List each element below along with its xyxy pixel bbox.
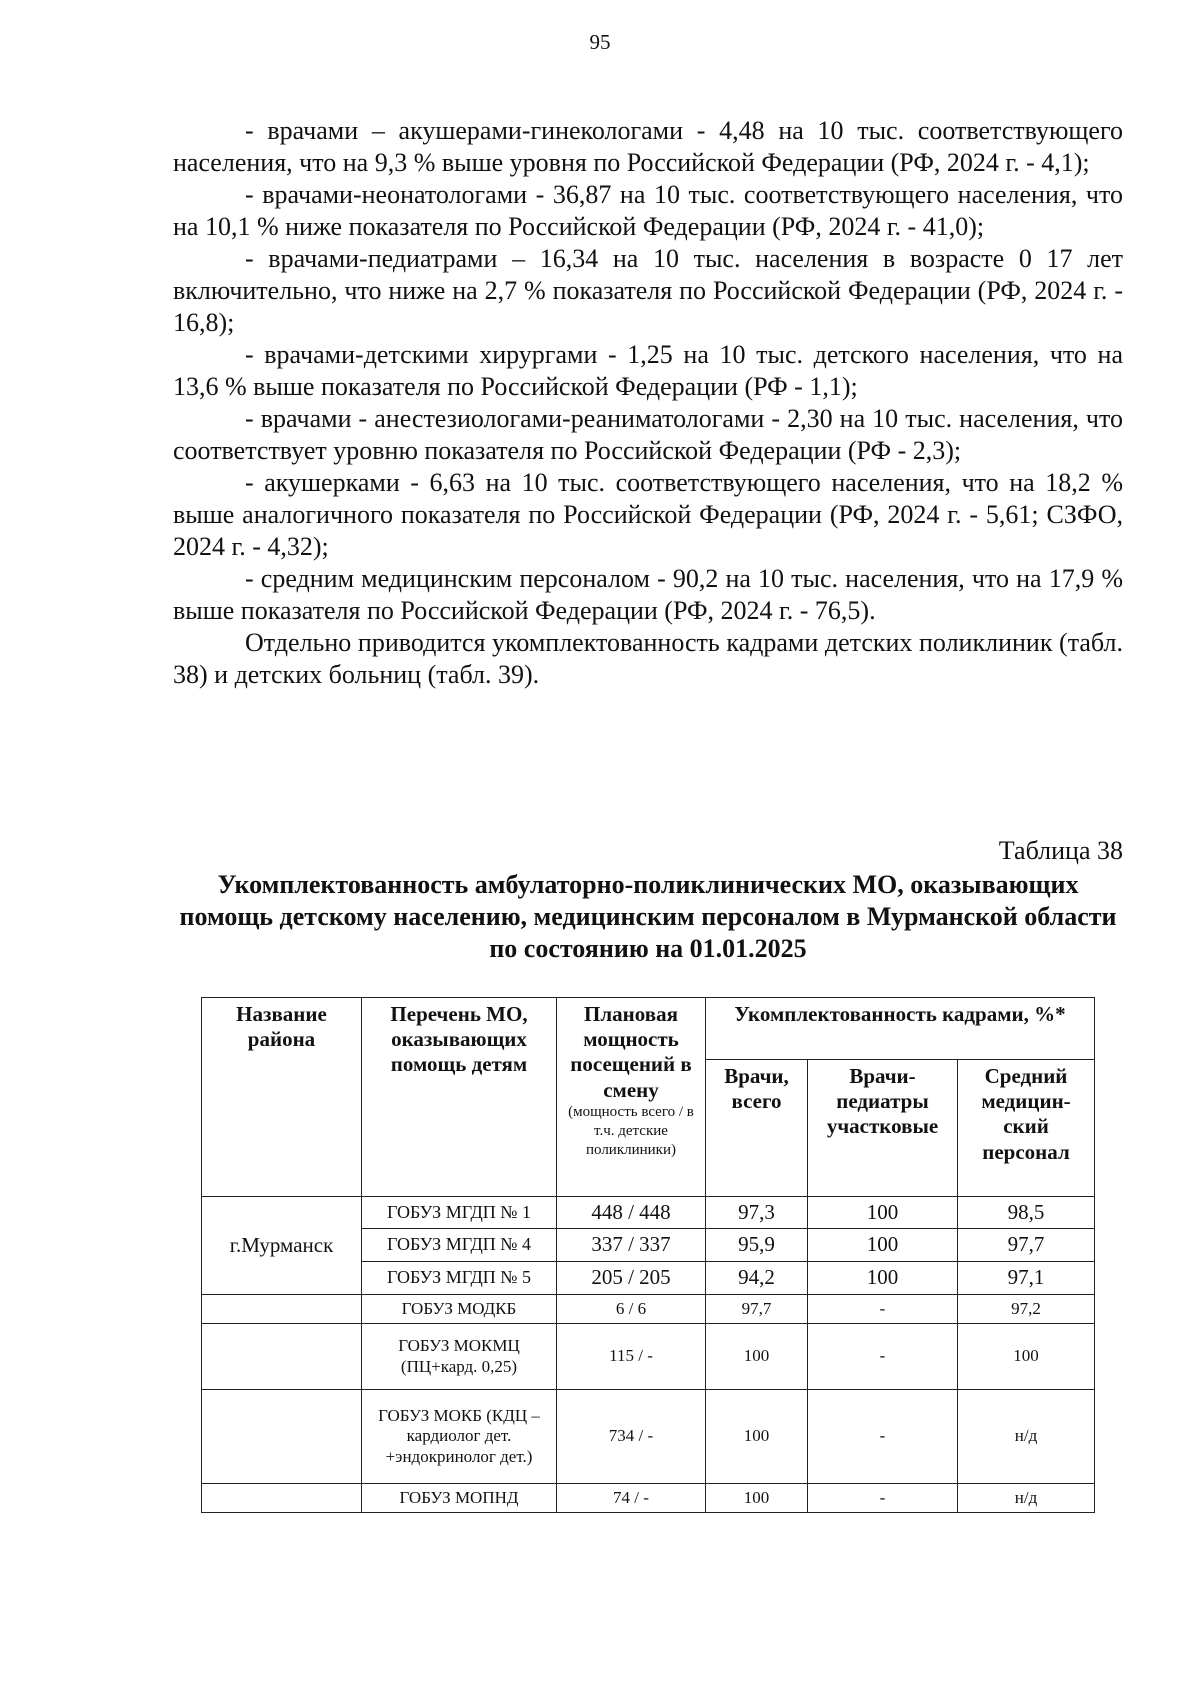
paragraph-anesthesiologists: - врачами - анестезиологами-реаниматологами - 2,30 на 10 тыс. населения, что соответствует уровню показателя по Российской Федерации (РФ - 2,3); — [173, 404, 1123, 465]
capacity-cell: 448 / 448 — [557, 1197, 706, 1229]
nurses-cell: 100 — [958, 1324, 1095, 1390]
table-row — [202, 1197, 1095, 1229]
paragraph-midwives: - акушерками - 6,63 на 10 тыс. соответствующего населения, что на 18,2 % выше аналогичного показателя по Российской Федерации (РФ, 2024 г. - 5,61; СЗФО, 2024 г. - 4,32); — [173, 468, 1123, 561]
nurses-cell: 97,1 — [958, 1262, 1095, 1295]
pediatricians-cell: - — [808, 1295, 958, 1324]
table-row — [202, 1324, 1095, 1390]
doctors-cell: 94,2 — [706, 1262, 808, 1295]
capacity-cell: 6 / 6 — [557, 1295, 706, 1324]
table-row — [202, 1295, 1095, 1324]
header-capacity-note: (мощность всего / в т.ч. детские поликлиники) — [568, 1103, 694, 1158]
table-label: Таблица 38 — [998, 836, 1123, 865]
header-mo-list: Перечень МО, оказывающих помощь детям — [362, 998, 557, 1197]
nurses-cell: 97,7 — [958, 1229, 1095, 1262]
header-nurses: Средний медицин-ский персонал — [958, 1060, 1095, 1197]
header-district: Название района — [202, 998, 362, 1197]
capacity-cell: 734 / - — [557, 1390, 706, 1484]
header-capacity-label: Плановая мощность посещений в смену — [570, 1002, 692, 1102]
pediatricians-cell: - — [808, 1324, 958, 1390]
doctors-cell: 97,7 — [706, 1295, 808, 1324]
district-cell: г.Мурманск — [202, 1197, 362, 1295]
pediatricians-cell: 100 — [808, 1197, 958, 1229]
pediatricians-cell: 100 — [808, 1229, 958, 1262]
header-pediatricians: Врачи-педиатры участковые — [808, 1060, 958, 1197]
pediatricians-cell: - — [808, 1390, 958, 1484]
staffing-table — [201, 997, 1095, 1513]
table-row — [202, 1484, 1095, 1513]
paragraph-pediatric-surgeons: - врачами-детскими хирургами - 1,25 на 10 тыс. детского населения, что на 13,6 % выше показателя по Российской Федерации (РФ - 1,1); — [173, 340, 1123, 401]
nurses-cell: 97,2 — [958, 1295, 1095, 1324]
doctors-cell: 95,9 — [706, 1229, 808, 1262]
mo-cell: ГОБУЗ МОДКБ — [362, 1295, 557, 1324]
pediatricians-cell: - — [808, 1484, 958, 1513]
doctors-cell: 100 — [706, 1390, 808, 1484]
nurses-cell: 98,5 — [958, 1197, 1095, 1229]
doctors-cell: 100 — [706, 1484, 808, 1513]
paragraph-obstetricians: - врачами – акушерами-гинекологами - 4,48 на 10 тыс. соответствующего населения, что на 9,3 % выше уровня по Российской Федерации (РФ, 2024 г. - 4,1); — [173, 116, 1123, 177]
page-number: 95 — [589, 30, 611, 54]
district-cell — [202, 1484, 362, 1513]
mo-cell: ГОБУЗ МГДП № 4 — [362, 1229, 557, 1262]
mo-cell: ГОБУЗ МГДП № 1 — [362, 1197, 557, 1229]
capacity-cell: 337 / 337 — [557, 1229, 706, 1262]
nurses-cell: н/д — [958, 1484, 1095, 1513]
header-staffing: Укомплектованность кадрами, %* — [706, 998, 1095, 1060]
paragraph-neonatologists: - врачами-неонатологами - 36,87 на 10 тыс. соответствующего населения, что на 10,1 % ниже показателя по Российской Федерации (РФ, 2024 г. - 41,0); — [173, 180, 1123, 241]
capacity-cell: 115 / - — [557, 1324, 706, 1390]
mo-cell: ГОБУЗ МГДП № 5 — [362, 1262, 557, 1295]
header-capacity — [557, 998, 706, 1197]
table-title: Укомплектованность амбулаторно-поликлинических МО, оказывающих помощь детскому населению, медицинским персоналом в Мурманской области по состоянию на 01.01.2025 — [179, 870, 1117, 963]
paragraph-table-reference: Отдельно приводится укомплектованность кадрами детских поликлиник (табл. 38) и детских больниц (табл. 39). — [173, 628, 1123, 689]
paragraph-pediatricians: - врачами-педиатрами – 16,34 на 10 тыс. населения в возрасте 0 17 лет включительно, что ниже на 2,7 % показателя по Российской Федерации (РФ, 2024 г. - 16,8); — [173, 244, 1123, 337]
nurses-cell: н/д — [958, 1390, 1095, 1484]
paragraph-nursing-staff: - средним медицинским персоналом - 90,2 на 10 тыс. населения, что на 17,9 % выше показателя по Российской Федерации (РФ, 2024 г. - 76,5). — [173, 564, 1123, 625]
doctors-cell: 100 — [706, 1324, 808, 1390]
mo-cell: ГОБУЗ МОКБ (КДЦ – кардиолог дет. +эндокринолог дет.) — [362, 1390, 557, 1484]
header-doctors-total: Врачи, всего — [706, 1060, 808, 1197]
doctors-cell: 97,3 — [706, 1197, 808, 1229]
mo-cell: ГОБУЗ МОПНД — [362, 1484, 557, 1513]
district-cell — [202, 1295, 362, 1324]
body-text — [173, 115, 1123, 691]
table-row — [202, 1390, 1095, 1484]
capacity-cell: 205 / 205 — [557, 1262, 706, 1295]
mo-cell: ГОБУЗ МОКМЦ (ПЦ+кард. 0,25) — [362, 1324, 557, 1390]
pediatricians-cell: 100 — [808, 1262, 958, 1295]
district-cell — [202, 1390, 362, 1484]
capacity-cell: 74 / - — [557, 1484, 706, 1513]
district-cell — [202, 1324, 362, 1390]
